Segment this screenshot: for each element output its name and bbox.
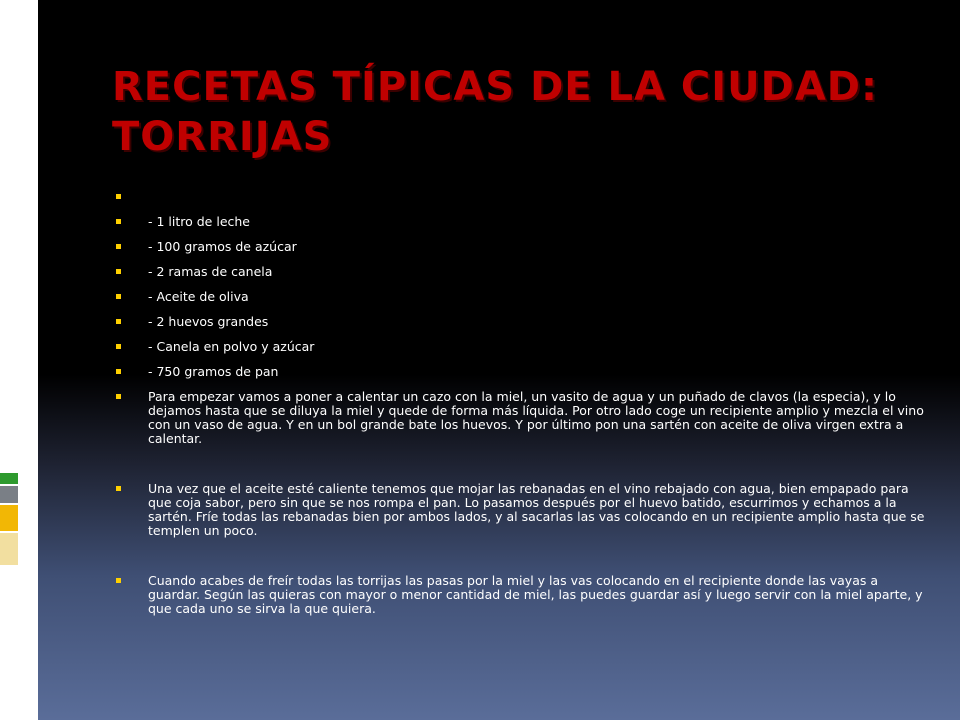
list-item <box>116 390 926 446</box>
list-item-text: - Canela en polvo y azúcar <box>148 339 315 354</box>
left-white-band <box>0 0 38 720</box>
bullet-icon <box>116 294 121 299</box>
list-item <box>116 315 926 329</box>
bullet-icon <box>116 219 121 224</box>
list-item-text: - 2 huevos grandes <box>148 314 269 329</box>
bullet-icon <box>116 319 121 324</box>
accent-bar-pale <box>0 533 18 565</box>
accent-bar-green <box>0 473 18 484</box>
bullet-icon <box>116 344 121 349</box>
list-item-text: - Aceite de oliva <box>148 289 249 304</box>
list-item <box>116 265 926 279</box>
list-item-text: Para empezar vamos a poner a calentar un cazo con la miel, un vasito de agua y un puñado de clavos (la especia), y lo dejamos hasta que se diluya la miel y quede de forma más líquida. Por otro lado coge un recipiente amplio y mezcla el vino con un vaso de agua. Y en un bol grande bate los huevos. Y por último pon una sartén con aceite de oliva virgen extra a calentar. <box>148 389 924 446</box>
list-item <box>116 574 926 616</box>
bullet-icon <box>116 194 121 199</box>
bullet-icon <box>116 244 121 249</box>
list-item <box>116 482 926 538</box>
list-item <box>116 340 926 354</box>
list-item <box>116 190 926 204</box>
bullet-icon <box>116 269 121 274</box>
list-item-text: Cuando acabes de freír todas las torrijas las pasas por la miel y las vas colocando en el recipiente donde las vayas a guardar. Según las quieras con mayor o menor cantidad de miel, las puedes guardar así y luego servir con la miel aparte, y que cada uno se sirva la que quiera. <box>148 573 923 616</box>
recipe-list <box>116 190 926 616</box>
list-item-text: Una vez que el aceite esté caliente tenemos que mojar las rebanadas en el vino rebajado con agua, bien empapado para que coja sabor, pero sin que se nos rompa el pan. Lo pasamos después por el huevo batido, escurrimos y echamos a la sartén. Fríe todas las rebanadas bien por ambos lados, y al sacarlas las vas colocando en un recipiente amplio hasta que se templen un poco. <box>148 481 925 538</box>
list-item <box>116 365 926 379</box>
list-item <box>116 215 926 229</box>
bullet-icon <box>116 394 121 399</box>
list-item-text: - 100 gramos de azúcar <box>148 239 297 254</box>
list-item-text: - 1 litro de leche <box>148 214 250 229</box>
list-item-text: - 2 ramas de canela <box>148 264 273 279</box>
accent-bar-yellow <box>0 505 18 531</box>
list-item-text: - 750 gramos de pan <box>148 364 279 379</box>
bullet-icon <box>116 486 121 491</box>
list-item <box>116 240 926 254</box>
bullet-icon <box>116 578 121 583</box>
slide-title: RECETAS TÍPICAS DE LA CIUDAD: TORRIJAS <box>112 64 878 160</box>
bullet-icon <box>116 369 121 374</box>
accent-bar-gray <box>0 486 18 503</box>
list-item <box>116 290 926 304</box>
